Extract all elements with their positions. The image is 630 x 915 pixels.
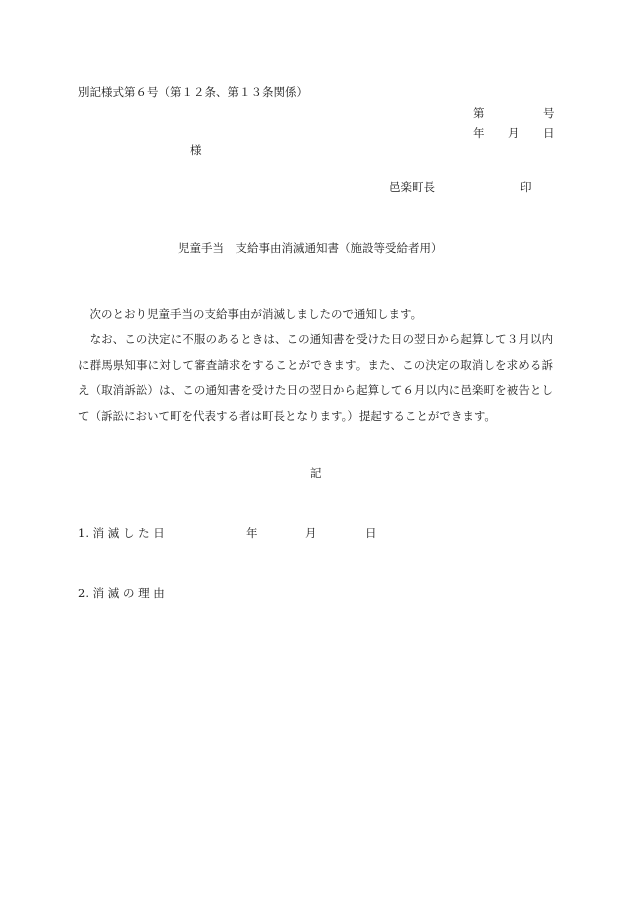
date-year: 年 (473, 126, 485, 140)
form-header: 別記様式第６号（第１２条、第１３条関係） (78, 85, 308, 99)
item-1-year: 年 (246, 526, 258, 540)
body-paragraph-2: なお、この決定に不服のあるときは、この通知書を受けた日の翌日から起算して３月以内に群馬県知事に対して審査請求をすることができます。また、この決定の取消しを求める訴え（取消訴訟）は、この通知書を受けた日の翌日から起算して６月以内に邑楽町を被告として（訴訟において町を代表する者は町長となります。）提起することができます。 (78, 332, 553, 423)
item-1-month: 月 (305, 526, 317, 540)
item-1-day: 日 (365, 526, 377, 540)
recipient-honorific: 様 (190, 143, 202, 157)
number-suffix: 号 (543, 106, 555, 120)
item-2-label: 2. 消 滅 の 理 由 (78, 586, 165, 600)
document-title: 児童手当 支給事由消滅通知書（施設等受給者用） (178, 241, 443, 255)
date-month: 月 (508, 126, 520, 140)
sender-seal: 印 (520, 180, 532, 194)
ki-heading: 記 (310, 466, 322, 480)
sender-title: 邑楽町長 (389, 180, 435, 194)
number-prefix: 第 (473, 106, 485, 120)
item-1-label: 1. 消 滅 し た 日 (78, 526, 165, 540)
body-paragraph-1: 次のとおり児童手当の支給事由が消滅しましたので通知します。 (78, 307, 423, 321)
date-day: 日 (543, 126, 555, 140)
